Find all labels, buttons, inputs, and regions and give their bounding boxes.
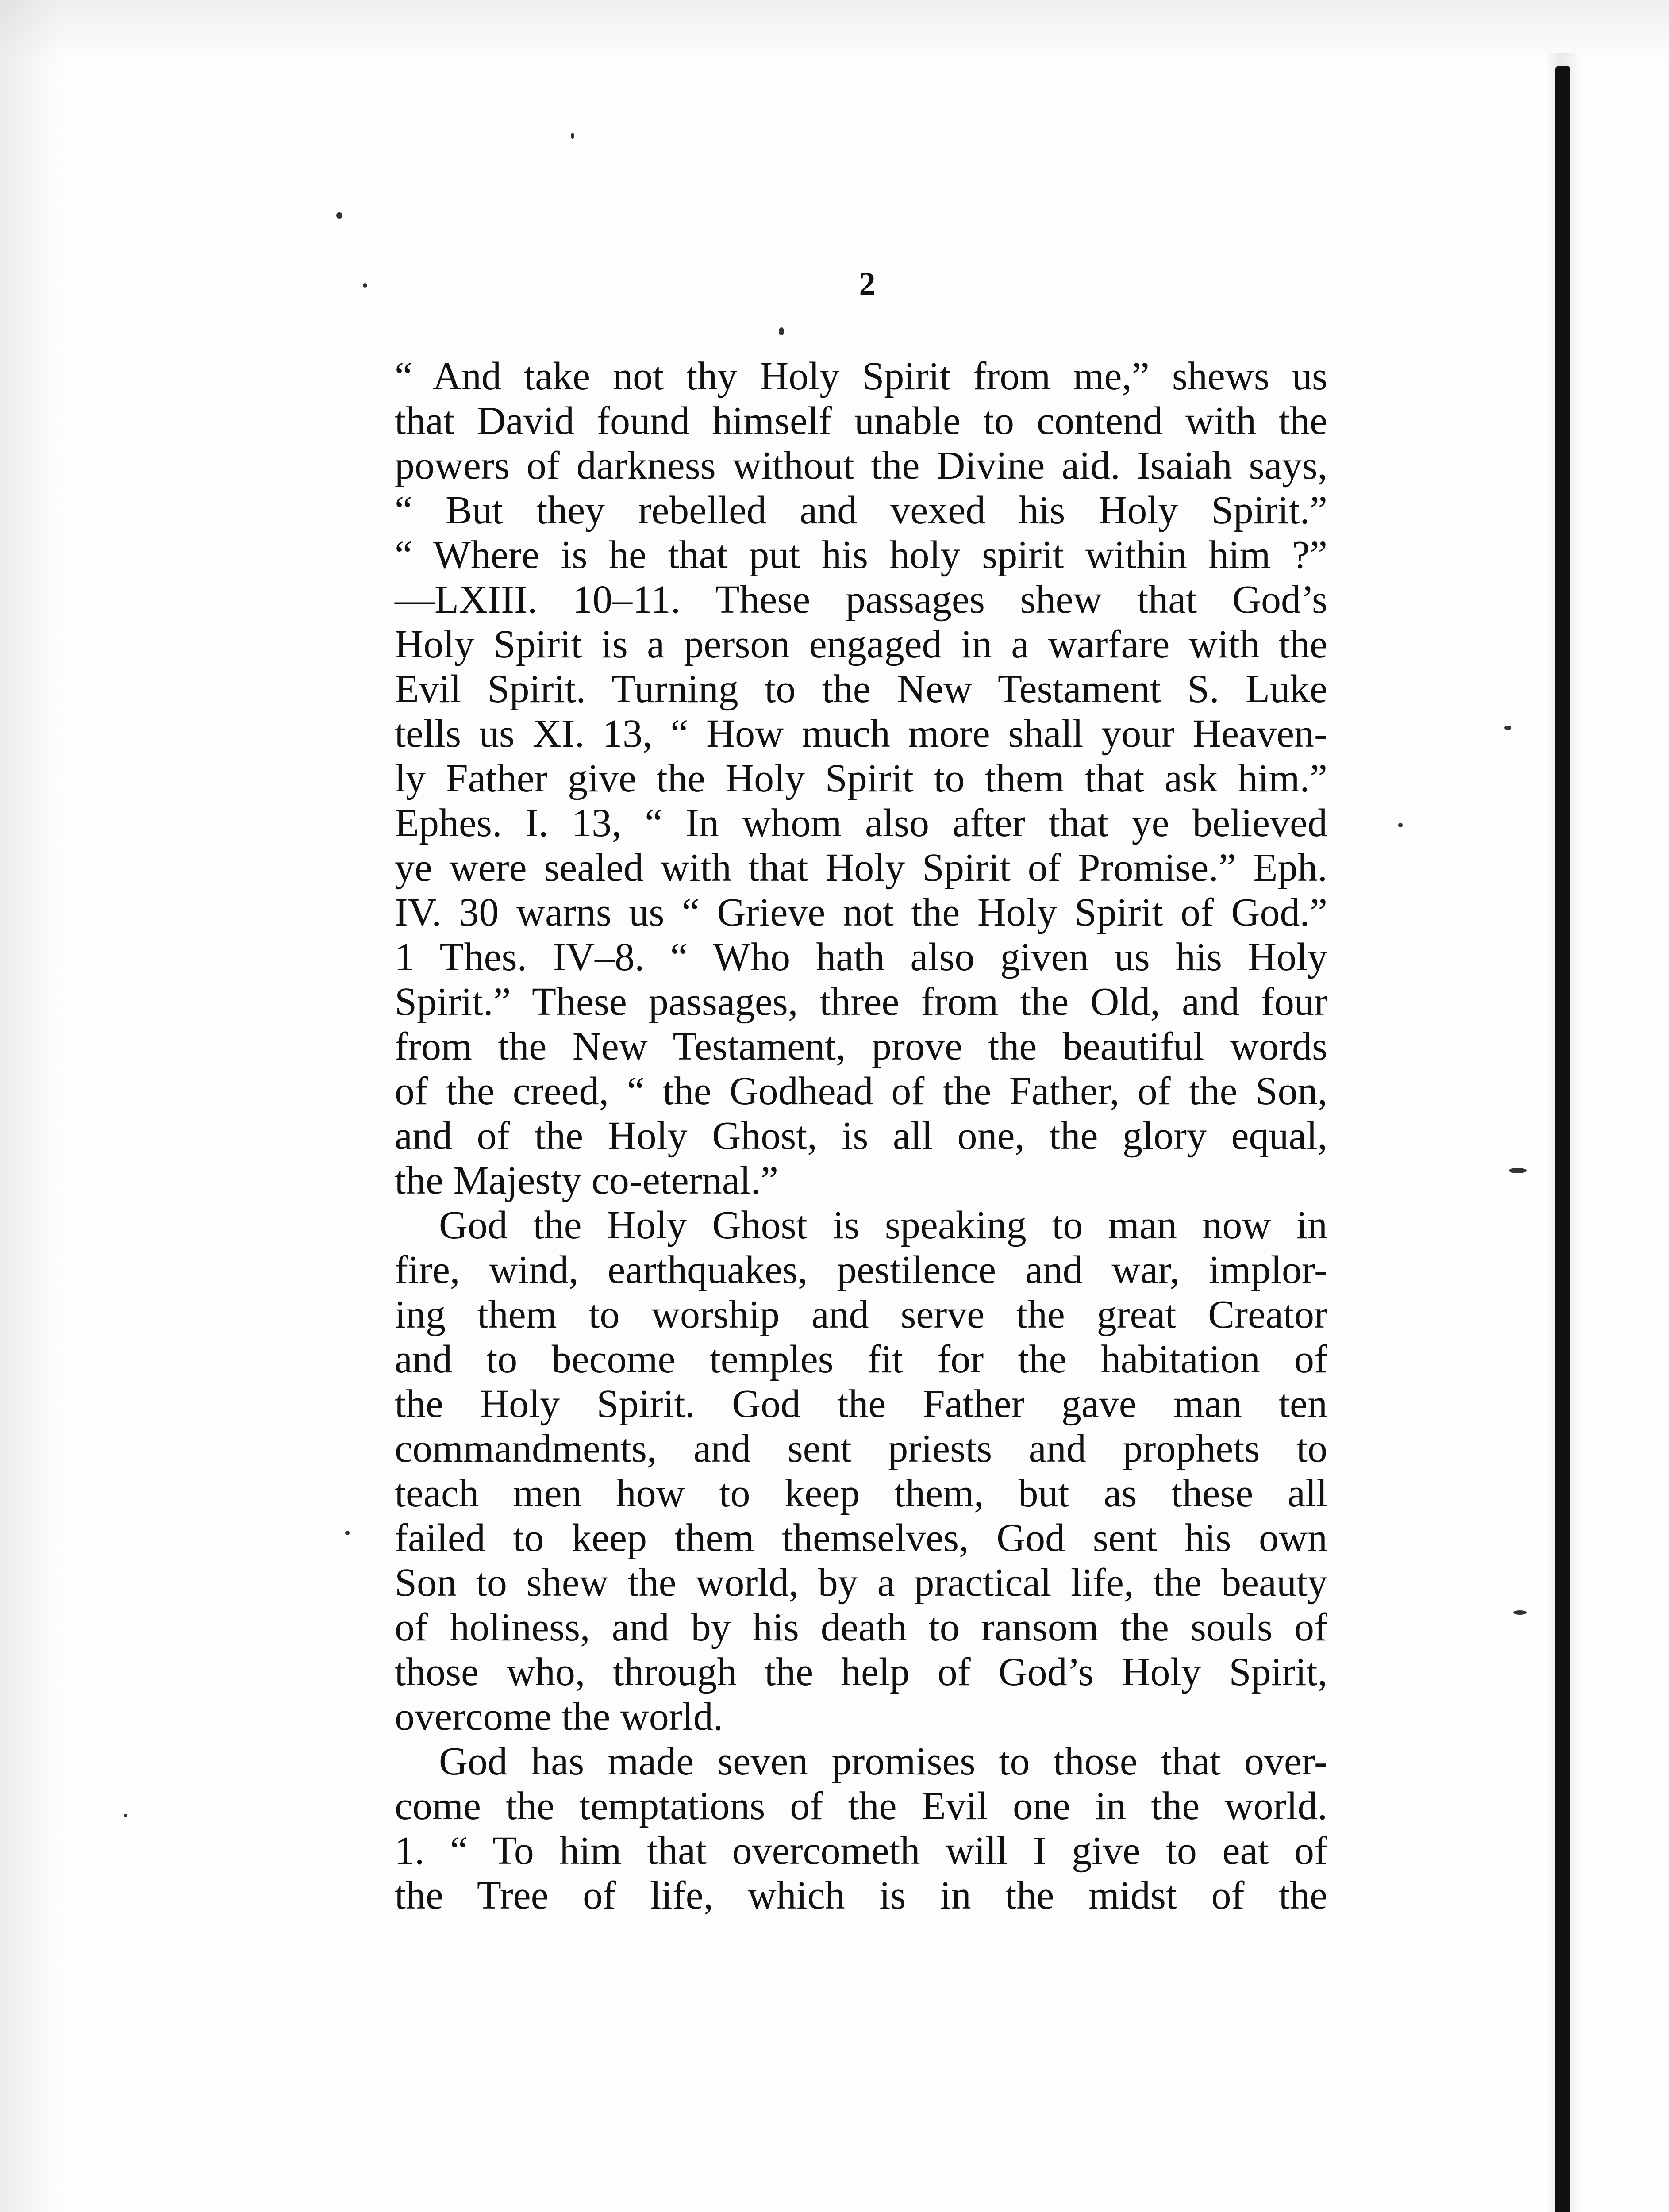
text-line: —LXIII. 10–11. These passages shew that God’s — [395, 578, 1327, 622]
text-line: of holiness, and by his death to ransom the souls of — [395, 1605, 1327, 1649]
scan-speck — [336, 212, 342, 219]
page-edge-top-shading — [0, 0, 1669, 62]
text-line: and of the Holy Ghost, is all one, the glory equal, — [395, 1114, 1327, 1158]
text-line: Ephes. I. 13, “ In whom also after that ye believed — [395, 801, 1327, 845]
page-number: 2 — [859, 266, 876, 302]
page-edge-left-shading — [0, 0, 62, 2212]
text-line: 1 Thes. IV–8. “ Who hath also given us his Holy — [395, 935, 1327, 979]
text-line: God has made seven promises to those that over- — [439, 1740, 1327, 1783]
text-line: Son to shew the world, by a practical life, the beauty — [395, 1561, 1327, 1605]
text-line: God the Holy Ghost is speaking to man now in — [439, 1203, 1327, 1247]
text-line: that David found himself unable to contend with the — [395, 399, 1327, 443]
text-line: and to become temples fit for the habitation of — [395, 1337, 1327, 1381]
text-line: 1. “ To him that overcometh will I give to eat of — [395, 1829, 1327, 1873]
binding-edge-line — [1555, 66, 1570, 2212]
text-line: failed to keep them themselves, God sent his own — [395, 1516, 1327, 1560]
text-line: ye were sealed with that Holy Spirit of Promise.” Eph. — [395, 846, 1327, 890]
scan-speck — [571, 133, 574, 139]
text-line: those who, through the help of God’s Holy Spirit, — [395, 1650, 1327, 1694]
text-line: tells us XI. 13, “ How much more shall your Heaven- — [395, 712, 1327, 756]
text-line: Spirit.” These passages, three from the Old, and four — [395, 980, 1327, 1024]
text-line: come the temptations of the Evil one in the world. — [395, 1784, 1327, 1828]
body-text — [395, 354, 1327, 1918]
text-line: ing them to worship and serve the great Creator — [395, 1293, 1327, 1336]
scan-speck — [124, 1814, 127, 1817]
text-line: teach men how to keep them, but as these all — [395, 1471, 1327, 1515]
text-line: fire, wind, earthquakes, pestilence and war, implor- — [395, 1248, 1327, 1292]
scan-speck — [1513, 1610, 1527, 1615]
scan-speck — [345, 1531, 350, 1535]
text-line: commandments, and sent priests and prophets to — [395, 1427, 1327, 1471]
scan-speck — [1504, 726, 1511, 730]
text-line: of the creed, “ the Godhead of the Father, of the Son, — [395, 1069, 1327, 1113]
text-line: Holy Spirit is a person engaged in a warfare with the — [395, 622, 1327, 666]
text-line: the Tree of life, which is in the midst of the — [395, 1874, 1327, 1917]
text-line: powers of darkness without the Divine aid. Isaiah says, — [395, 444, 1327, 488]
text-line: “ And take not thy Holy Spirit from me,” shews us — [395, 354, 1327, 398]
scan-speck — [1398, 823, 1403, 827]
scan-speck — [1509, 1168, 1527, 1173]
text-line: overcome the world. — [395, 1695, 723, 1739]
text-line: ly Father give the Holy Spirit to them that ask him.” — [395, 757, 1327, 800]
scan-speck — [363, 283, 367, 288]
text-line: “ But they rebelled and vexed his Holy Spirit.” — [395, 488, 1327, 532]
text-line: the Holy Spirit. God the Father gave man ten — [395, 1382, 1327, 1426]
text-line: from the New Testament, prove the beautiful words — [395, 1025, 1327, 1068]
text-line: the Majesty co-eternal.” — [395, 1159, 779, 1202]
scan-speck — [779, 327, 784, 335]
text-line: Evil Spirit. Turning to the New Testament S. Luke — [395, 667, 1327, 711]
text-line: IV. 30 warns us “ Grieve not the Holy Spirit of God.” — [395, 891, 1327, 934]
text-line: “ Where is he that put his holy spirit within him ?” — [395, 533, 1327, 577]
